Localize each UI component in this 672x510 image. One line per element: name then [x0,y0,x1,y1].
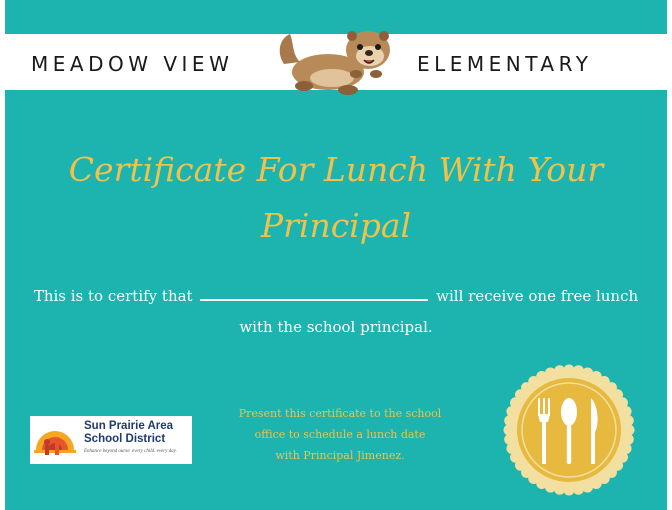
recipient-name-blank [200,285,428,301]
certify-line-2: with the school principal. [239,318,433,336]
district-name-line-1: Sun Prairie Area [84,420,174,432]
title-line-1: Certificate For Lunch With Your [68,150,604,189]
certify-line [5,285,667,305]
certificate-title [15,142,657,254]
banner-school-name-right: ELEMENTARY [417,52,593,76]
district-name-line-2: School District [84,433,166,445]
fork-spoon-knife-icon [502,363,636,497]
district-logo [30,416,192,464]
district-tagline: Enhance beyond ourse. every child. every day. [84,449,177,454]
certificate [5,0,667,510]
banner-school-name-left: MEADOW VIEW [31,52,234,76]
redemption-instructions [209,403,471,466]
certify-text-after: will receive one free lunch [436,287,639,305]
title-line-2: Principal [260,206,412,245]
instructions-line-3: with Principal Jimenez. [275,449,405,462]
certify-text-before: This is to certify that [33,287,193,305]
instructions-line-1: Present this certificate to the school [238,407,442,420]
otter-mascot-icon [270,24,402,100]
sunrise-people-icon [32,420,78,460]
instructions-line-2: office to schedule a lunch date [254,428,426,441]
